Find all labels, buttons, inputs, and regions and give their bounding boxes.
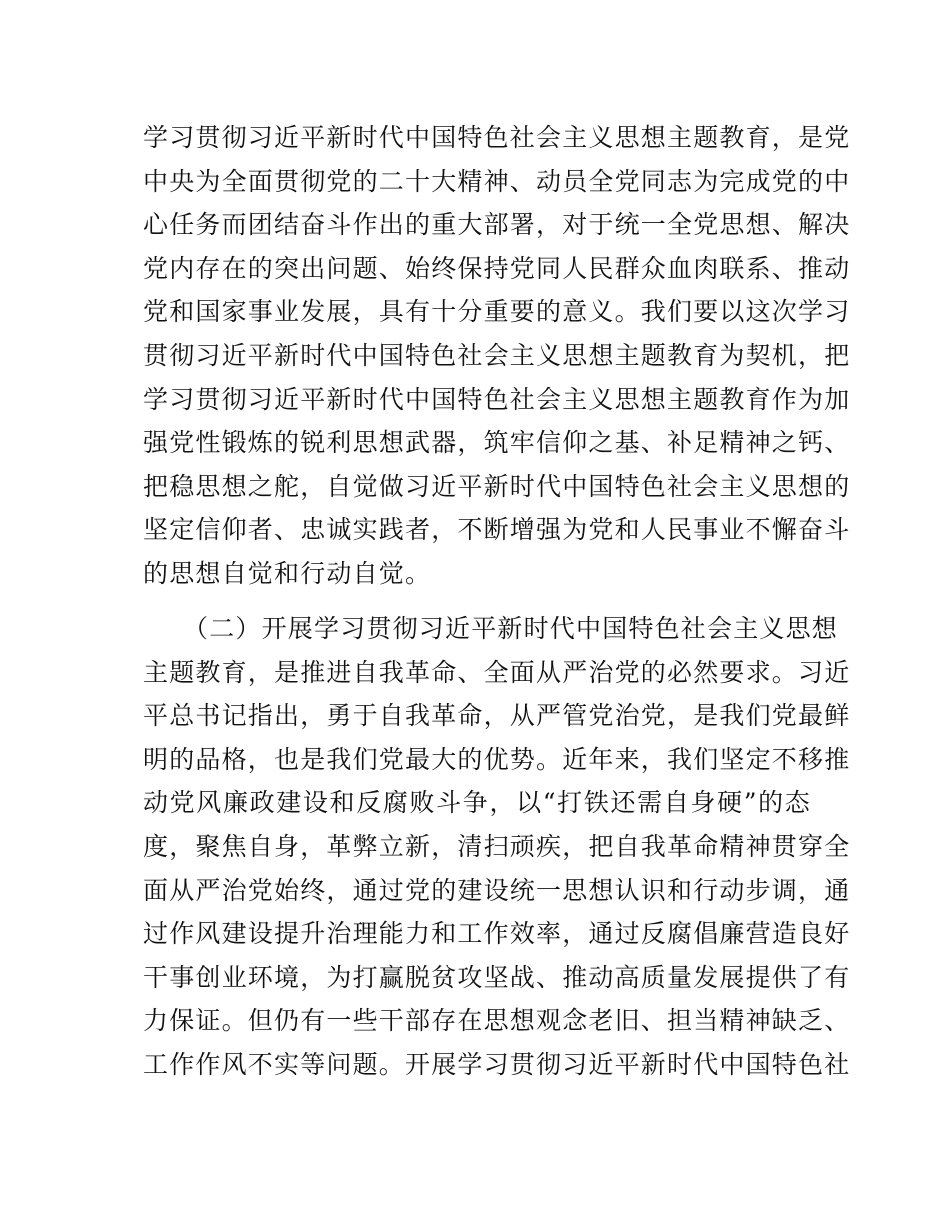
paragraph-line: 学习贯彻习近平新时代中国特色社会主义思想主题教育作为加	[143, 384, 851, 414]
paragraph-line: 党和国家事业发展，具有十分重要的意义。我们要以这次学习	[143, 297, 851, 327]
paragraph-line: 干事创业环境，为打赢脱贫攻坚战、推动高质量发展提供了有	[143, 962, 851, 992]
paragraph-line: 面从严治党始终，通过党的建设统一思想认识和行动步调，通	[143, 875, 851, 905]
paragraph-line: 党内存在的突出问题、始终保持党同人民群众血肉联系、推动	[143, 253, 851, 283]
paragraph-line: 明的品格，也是我们党最大的优势。近年来，我们坚定不移推	[143, 744, 851, 774]
paragraph-line: 主题教育，是推进自我革命、全面从严治党的必然要求。习近	[143, 657, 851, 687]
paragraph-line: 贯彻习近平新时代中国特色社会主义思想主题教育为契机，把	[143, 340, 851, 370]
paragraph-line: 心任务而团结奋斗作出的重大部署，对于统一全党思想、解决	[143, 210, 851, 240]
paragraph-line: 过作风建设提升治理能力和工作效率，通过反腐倡廉营造良好	[143, 919, 851, 949]
paragraph-line: 平总书记指出，勇于自我革命，从严管党治党，是我们党最鲜	[143, 701, 851, 731]
paragraph-2	[143, 607, 851, 1087]
paragraph-line: 力保证。但仍有一些干部存在思想观念老旧、担当精神缺乏、	[143, 1006, 851, 1036]
paragraph-line: 把稳思想之舵，自觉做习近平新时代中国特色社会主义思想的	[143, 471, 851, 501]
paragraph-line: 工作作风不实等问题。开展学习贯彻习近平新时代中国特色社	[143, 1049, 851, 1079]
paragraph-line: 的思想自觉和行动自觉。	[143, 558, 432, 588]
paragraph-line: 强党性锻炼的锐利思想武器，筑牢信仰之基、补足精神之钙、	[143, 428, 851, 458]
paragraph-line: 学习贯彻习近平新时代中国特色社会主义思想主题教育，是党	[143, 123, 851, 152]
paragraph-line: 动党风廉政建设和反腐败斗争，以“打铁还需自身硬”的态	[143, 788, 811, 818]
paragraph-line: 坚定信仰者、忠诚实践者，不断增强为党和人民事业不懈奋斗	[143, 515, 851, 545]
paragraph-line: 中央为全面贯彻党的二十大精神、动员全党同志为完成党的中	[143, 166, 851, 196]
paragraph-line: 度，聚焦自身，革弊立新，清扫顽疾，把自我革命精神贯穿全	[143, 831, 851, 861]
paragraph-line: （二）开展学习贯彻习近平新时代中国特色社会主义思想	[183, 614, 839, 643]
paragraph-1	[143, 116, 851, 596]
